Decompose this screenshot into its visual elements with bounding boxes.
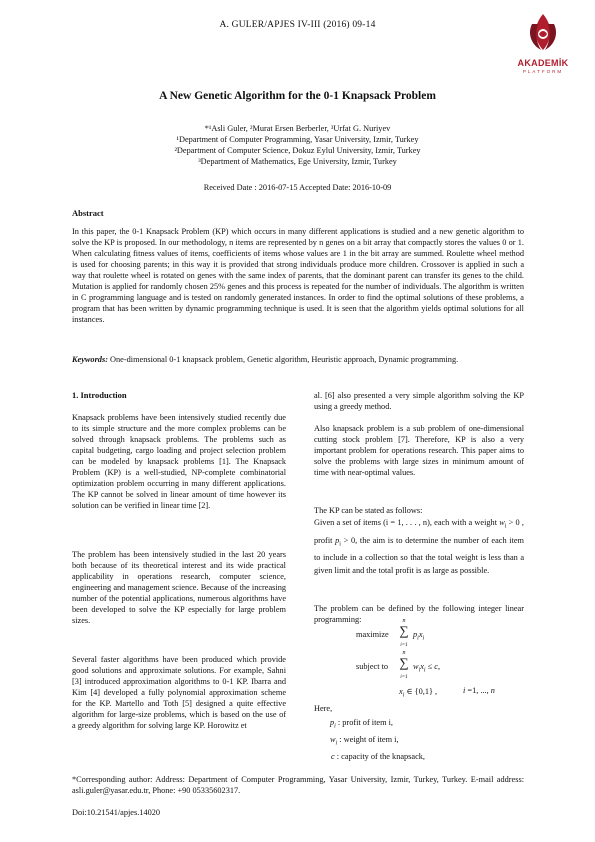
def-capacity-text: : capacity of the knapsack, xyxy=(336,752,425,761)
abstract-text: In this paper, the 0-1 Knapsack Problem (KP) which occurs in many different applications is studied and a new genetic algorithm to solve the KP is proposed. In our methodology, n items are represented by n genes on a bit array that compactly stores the values 0 or 1. When calculating fitness values of items, coefficients of items whose values are 1 in the bit array are summed. Roulette wheel method is used for choosing parents; in this way it is provided that strong individuals produce more children. Crossover is applied in such a way that roulette wheel is rotated on genes with the same index of parents, that the dominant parent can transfer its genes to the child. Mutation is applied for randomly chosen 25% genes and this process is repeated for the number of individuals. The algorithm is written in C programming language and is tested on randomly generated instances. In order to find the optimal solutions of these problems, a program that has been written by dynamic programming technique is used. It is seen that the algorithm yields optimal solutions for all instances. xyxy=(72,227,524,324)
right-paragraph-2: Also knapsack problem is a sub problem of one-dimensional cutting stock problem [7]. Therefore, KP is also a very important problem for operations research. This paper aims to solve the problems with large sizes in minimum amount of time with near-optimal values. xyxy=(314,424,524,477)
here-label: Here, xyxy=(314,704,333,713)
logo-wordmark: AKADEMİK xyxy=(517,58,569,68)
keywords-text: One-dimensional 0-1 knapsack problem, Genetic algorithm, Heuristic approach, Dynamic programming. xyxy=(107,355,459,364)
intro-paragraph-3: Several faster algorithms have been produced which provide good solutions and approximate solutions. For example, Sahni [3] introduced approximation algorithms to 0-1 KP. Ibarra and Kim [4] developed a fully polynomial approximation scheme for the KP. Martello and Toth [5] designed a quite effective algorithm for large-size problems, which is based on the use of a greedy algorithm for solving large KP. Horowitz et xyxy=(72,655,286,730)
section-heading-introduction: 1. Introduction xyxy=(72,390,127,400)
affiliation-1: ¹Department of Computer Programming, Yasar University, Izmir, Turkey xyxy=(176,135,419,144)
right-paragraph-1: al. [6] also presented a very simple algorithm solving the KP using a greedy method. xyxy=(314,391,524,411)
sum-symbol: ∑ xyxy=(399,623,409,638)
kp-statement-body: Given a set of items (i = 1, . . . , n), each with a weight $w_i > 0$ , profit $p_i > 0$, the aim is to determine the number of each item to include in a collection so that the total weight is less than a given limit and the total profit is as large as possible. xyxy=(314,518,525,576)
journal-header: A. GULER/APJES IV-III (2016) 09-14 xyxy=(219,20,376,30)
corresponding-author-footnote: *Corresponding author: Address: Department of Computer Programming, Yasar University, Izmir, Turkey, Turkey. E-mail address: asli.guler@yasar.edu.tr, Phone: +90 05335602317. xyxy=(72,775,524,795)
subject-to-label: subject to xyxy=(356,662,389,671)
author-names: *¹Asli Guler, ²Murat Ersen Berberler, ³Urfat G. Nuriyev xyxy=(204,124,391,133)
ilp-intro: The problem can be defined by the following integer linear programming: xyxy=(314,604,524,624)
received-accepted-dates: Received Date : 2016-07-15 Accepted Date: 2016-10-09 xyxy=(203,183,392,192)
logo-subtitle: PLATFORM xyxy=(522,69,564,74)
sum2-symbol: ∑ xyxy=(399,655,409,670)
sum-upper: n xyxy=(402,618,406,624)
tulip-logo-icon xyxy=(508,10,578,60)
author-block xyxy=(0,123,595,167)
journal-logo xyxy=(508,10,578,76)
kp-given: Given a set of items (i = 1, . . . , n), each with a weight xyxy=(314,518,497,527)
constraint-term: $w_ix_i \le c$, xyxy=(413,662,441,674)
maximize-label: maximize xyxy=(356,630,389,639)
def-profit: $p_i$ : profit of item i, xyxy=(330,718,393,730)
def-weight-text: : weight of item i, xyxy=(339,735,399,744)
kp-aim: , the aim is to determine the number of each item to include in a collection so that the total weight is less than a given limit and the total profit is as large as possible. xyxy=(314,535,525,576)
def-capacity: c : capacity of the knapsack, xyxy=(331,752,425,761)
sum2-lower: i=1 xyxy=(400,674,408,680)
sum-lower: i=1 xyxy=(400,642,408,648)
paper-title: A New Genetic Algorithm for the 0-1 Knapsack Problem xyxy=(159,90,436,102)
objective-term: $p_ix_i$ xyxy=(413,630,425,642)
affiliation-2: ²Department of Computer Science, Dokuz Eylul University, Izmir, Turkey xyxy=(174,146,421,155)
intro-paragraph-2: The problem has been intensively studied in the last 20 years both because of its theoretical interest and its wide practical applicability in operations research, computer science, engineering and management science. Because of the increasing number of the potential applications, numerous algorithms have been developed to solve the KP especially for large problem sizes. xyxy=(72,550,286,625)
doi: Doi:10.21541/apjes.14020 xyxy=(72,808,161,817)
def-weight: $w_i$ : weight of item i, xyxy=(330,735,399,747)
abstract-heading: Abstract xyxy=(72,208,104,218)
index-range: i =1, ..., n xyxy=(463,686,495,695)
intro-paragraph-1: Knapsack problems have been intensively studied recently due to its simple structure and the more complex problems can be solved through knapsack problems. The problems such as capital budgeting, cargo loading and project selection problem can be modeled by knapsack problems [1]. The Knapsack Problem (KP) is a well-studied, NP-complete combinatorial optimization problem occurring in many different applications. The KP cannot be solved in linear amount of time however its solution can be verified in linear time [2]. xyxy=(72,413,286,510)
kp-profit-word: profit xyxy=(314,535,333,545)
binary-constraint: $x_i$ ∈ {0,1} , xyxy=(399,687,438,699)
keywords xyxy=(72,354,524,365)
keywords-label: Keywords: xyxy=(72,355,108,364)
def-profit-text: : profit of item i, xyxy=(337,718,393,727)
sum2-upper: n xyxy=(402,650,406,656)
affiliation-3: ³Department of Mathematics, Ege University, Izmir, Turkey xyxy=(198,157,397,166)
kp-statement: The KP can be stated as follows: xyxy=(314,506,423,515)
